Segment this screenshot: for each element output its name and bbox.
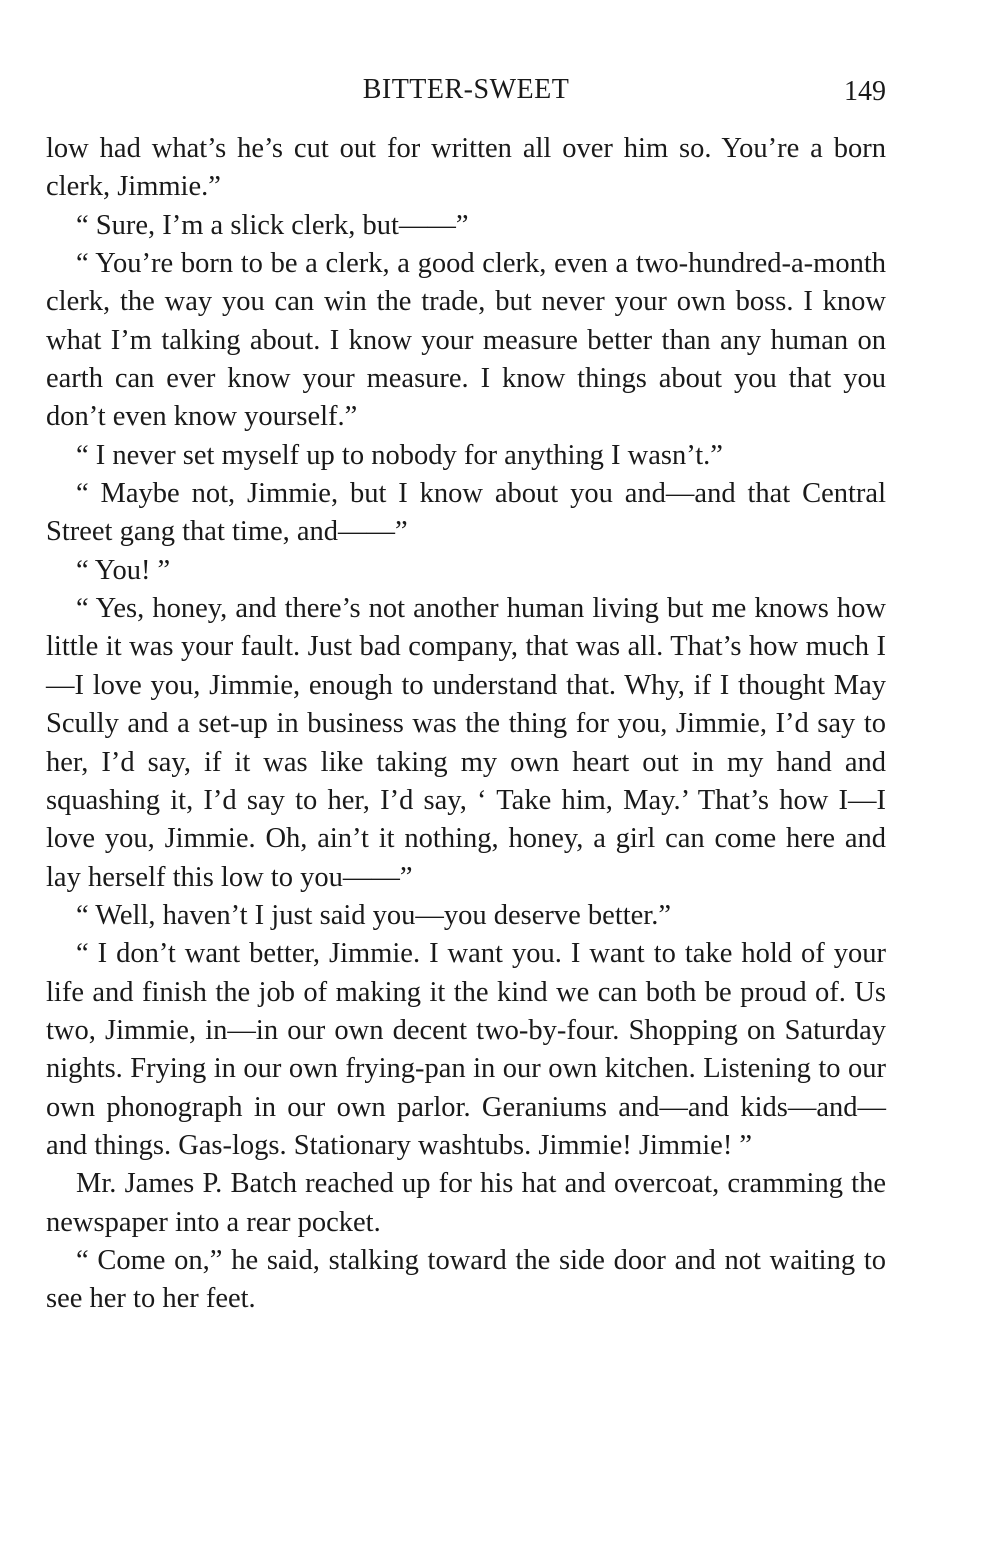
paragraph: “ Come on,” he said, stalking toward the side door and not waiting to see her to her feet. (46, 1244, 886, 1315)
paragraph: “ I never set myself up to nobody for anything I wasn’t.” (76, 439, 723, 471)
paragraph: low had what’s he’s cut out for written all over him so. You’re a born clerk, Jimmie.” (46, 133, 886, 203)
running-head (46, 74, 886, 114)
paragraph: “ Well, haven’t I just said you—you deserve better.” (76, 899, 671, 931)
paragraph: “ I don’t want better, Jimmie. I want you. I want to take hold of your life and finish the job of making it the kind we can both be proud of. Us two, Jimmie, in—in our own decent two-by-four. Shopping on Saturday nights. Frying in our own frying-pan in our own kitchen. Listening to our own phonograph in our own parlor. Geraniums and—and kids—and—and things. Gas-logs. Stationary washtubs. Jimmie! Jimmie! ” (46, 938, 886, 1161)
body-text (46, 130, 886, 1319)
paragraph: “ Sure, I’m a slick clerk, but——” (76, 209, 469, 241)
paragraph: “ You’re born to be a clerk, a good clerk, even a two-hundred-a-month clerk, the way you can win the trade, but never your own boss. I know what I’m talking about. I know your measure better than any human on earth can ever know your measure. I know things about you that you don’t even know yourself.” (46, 248, 886, 433)
page-number: 149 (844, 76, 886, 107)
paragraph: “ You! ” (76, 554, 171, 586)
running-title: BITTER-SWEET (362, 74, 570, 105)
paragraph: “ Maybe not, Jimmie, but I know about you and—and that Central Street gang that time, and——” (46, 478, 886, 548)
paragraph: “ Yes, honey, and there’s not another human living but me knows how little it was your fault. Just bad company, that was all. That’s how much I—I love you, Jimmie, enough to understand that. Why, if I thought May Scully and a set-up in business was the thing for you, Jimmie, I’d say to her, I’d say, if it was like taking my own heart out in my hand and squashing it, I’d say to her, I’d say, ‘ Take him, May.’ That’s how I—I love you, Jimmie. Oh, ain’t it nothing, honey, a girl can come here and lay herself this low to you——” (46, 593, 886, 893)
paragraph: Mr. James P. Batch reached up for his hat and overcoat, cramming the newspaper into a rear pocket. (46, 1168, 886, 1238)
